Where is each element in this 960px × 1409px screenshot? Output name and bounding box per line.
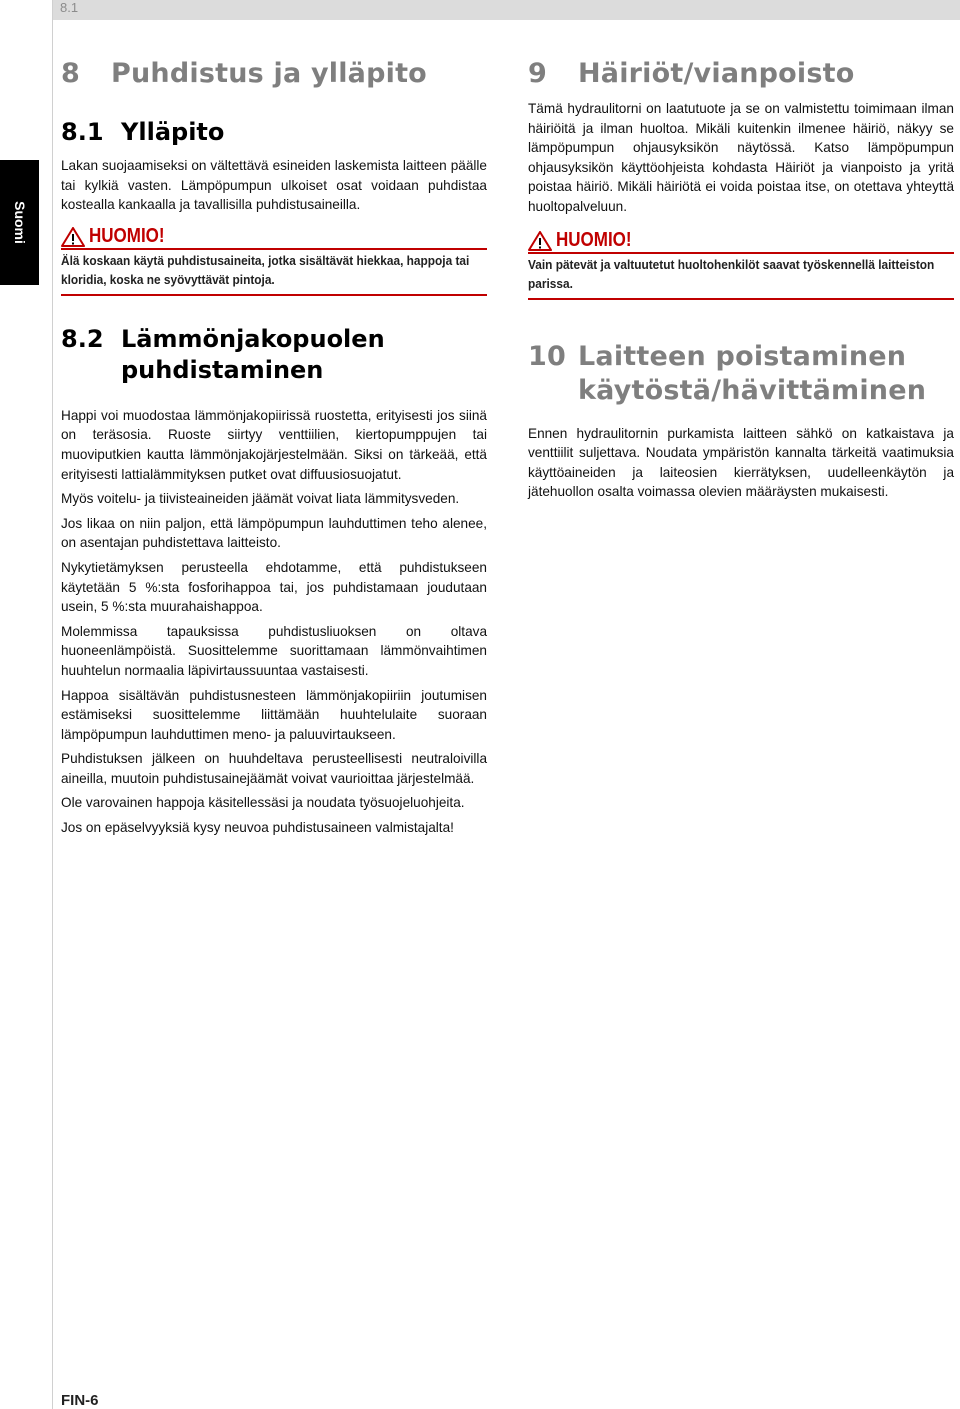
paragraph: Lakan suojaamiseksi on vältettävä esineiden laskemista laitteen päälle tai kylkiä vasten. Lämpöpumpun ulkoiset osat voidaan puhdistaa kostealla kankaalla ja tavallisilla puhdistusaineilla.	[61, 158, 487, 213]
right-column	[528, 58, 954, 502]
warning-text: Älä koskaan käytä puhdistusaineita, jotka sisältävät hiekkaa, happoja tai kloridia, koska ne syövyttävät pintoja.	[61, 252, 470, 288]
paragraph: Nykytietämyksen perusteella ehdotamme, että puhdistukseen käytetään 5 %:sta fosforihappoa tai, jos puhdistamaan joudutaan usein, 5 %:sta muurahaishappoa.	[61, 559, 487, 615]
chapter-9-heading	[528, 58, 954, 89]
chapter-title-line-1: Laitteen poistaminen	[578, 340, 907, 372]
header-bar	[52, 0, 960, 20]
paragraph: Myös voitelu- ja tiivisteaineiden jäämät voivat liata lämmitysveden.	[61, 491, 460, 507]
section-title-line-2: puhdistaminen	[121, 355, 324, 384]
page-number: FIN-6	[61, 1392, 99, 1409]
warning-box	[61, 225, 487, 296]
paragraph: Molemmissa tapauksissa puhdistusliuoksen on oltava huoneenlämpöistä. Suosittelemme suorittamaan lämmönvaihtimen huuhtelun normaalia läpivirtaussuuntaa vastaisesti.	[61, 623, 487, 678]
paragraph: Ennen hydraulitornin purkamista laitteen sähkö on katkaistava ja venttiilit suljettava. Noudata ympäristön kannalta tärkeitä vaatimuksia käyttöaineiden ja laiteosien kierrätyksen, uudelleenkäytön ja jätehuollon osalta voimassa olevien määräysten mukaisesti.	[528, 425, 954, 500]
section-title: Ylläpito	[121, 118, 225, 146]
section-number: 8.1	[61, 118, 104, 146]
section-8-1-heading	[61, 117, 487, 148]
language-tab-label: Suomi	[12, 201, 28, 244]
chapter-number: 9	[528, 58, 547, 89]
warning-header	[528, 229, 954, 254]
chapter-title: Häiriöt/vianpoisto	[578, 58, 855, 89]
section-tab-label: 8.1	[60, 0, 79, 15]
paragraph: Happoa sisältävän puhdistusnesteen lämmönjakopiiriin joutumisen estämiseksi suosittelemme liittämään huuhtelulaite suoraan lämpöpumpun lauhduttimen meno- ja paluuvirtaukseen.	[61, 687, 487, 742]
warning-header	[61, 225, 487, 250]
paragraph: Happi voi muodostaa lämmönjakopiirissä ruostetta, erityisesti jos siinä on teräsosia. Ruoste siirtyy venttiilien, kiertopumppujen tai muoviputkien kautta lämmönjakojärjestelmään. Siksi on tärkeää, että erityisesti lattialämmityksen putket ovat diffuusiosuojatut.	[61, 407, 487, 482]
chapter-8-heading	[61, 58, 487, 89]
section-title-line-1: Lämmönjakopuolen	[121, 324, 385, 353]
paragraph: Puhdistuksen jälkeen on huuhdeltava perusteellisesti neutraloivilla aineilla, muutoin puhdistusainejäämät voivat vaurioittaa järjestelmää.	[61, 751, 487, 786]
chapter-number: 8	[61, 58, 80, 89]
chapter-number: 10	[528, 340, 566, 372]
chapter-10-heading	[528, 340, 954, 408]
warning-box	[528, 229, 954, 300]
chapter-title: Puhdistus ja ylläpito	[111, 58, 427, 89]
paragraph: Tämä hydraulitorni on laatutuote ja se on valmistettu toimimaan ilman häiriöitä ja ilman huoltoa. Mikäli kuitenkin ilmenee häiriö, näkyy se lämpöpumpun ohjausyksikön näytössä. Katso lämpöpumpun ohjausyksikön käyttöohjeista kohdasta Häiriöt ja vianpoisto ja yritä poistaa häiriö. Mikäli häiriötä ei voida poistaa itse, on otettava yhteyttä huoltopalveluun.	[528, 101, 954, 214]
warning-triangle-icon	[528, 231, 552, 251]
warning-text: Vain pätevät ja valtuutetut huoltohenkilöt saavat työskennellä laitteiston parissa.	[528, 256, 935, 292]
section-number: 8.2	[61, 324, 104, 353]
chapter-title-line-2: käytöstä/hävittäminen	[578, 374, 927, 406]
warning-title: HUOMIO!	[556, 228, 632, 251]
left-column	[61, 58, 487, 838]
language-tab[interactable]	[0, 160, 39, 285]
paragraph: Jos likaa on niin paljon, että lämpöpumpun lauhduttimen teho alenee, on asentajan puhdistettava laitteisto.	[61, 515, 487, 551]
section-title	[121, 324, 385, 386]
margin-line	[52, 0, 53, 1409]
paragraph: Ole varovainen happoja käsitellessäsi ja noudata työsuojeluohjeita.	[61, 795, 465, 811]
paragraph: Jos on epäselvyyksiä kysy neuvoa puhdistusaineen valmistajalta!	[61, 820, 454, 836]
section-8-2-heading	[61, 324, 487, 386]
warning-triangle-icon	[61, 227, 85, 247]
chapter-title	[578, 340, 926, 408]
warning-title: HUOMIO!	[89, 224, 165, 247]
